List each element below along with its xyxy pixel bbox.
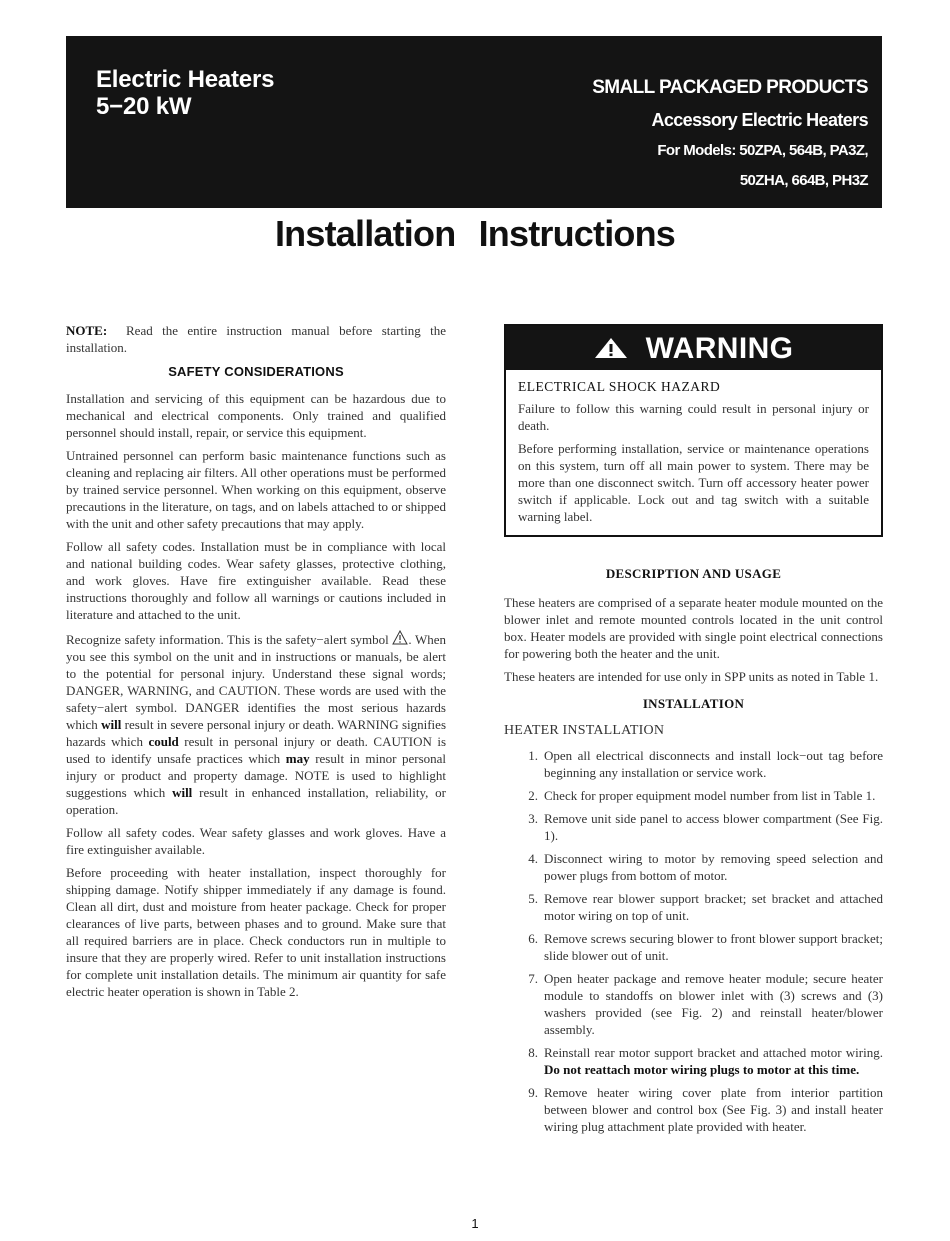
step-text: Disconnect wiring to motor by removing speed selection and power plugs from bottom of motor. (544, 851, 883, 883)
list-item (504, 930, 883, 964)
p4-will-1: will (101, 717, 122, 732)
installation-heading: INSTALLATION (642, 696, 745, 711)
warning-title: WARNING (645, 331, 794, 365)
product-subcategory: Accessory Electric Heaters (651, 110, 868, 130)
p4-could: could (148, 734, 179, 749)
warning-triangle-icon (594, 337, 628, 359)
p4-text-b: . When you see this symbol on the unit and in instructions or manuals, be alert to the potential for personal injury. Understand these signal words; DANGER, WARNING, and CAUTION. These words are used with the safety−alert symbol. DANGER identifies the most serious hazards which (66, 632, 446, 732)
step-number: 4. (528, 851, 538, 866)
p4-may: may (285, 751, 310, 766)
safety-paragraph-2: Untrained personnel can perform basic maintenance functions such as cleaning and replacing air filters. All other operations must be performed by trained service personnel. When working on this equipment, observe precautions in the literature, on tags, and on labels attached to or shipped with the unit and other safety precautions that may apply. (66, 448, 446, 531)
step-text: Remove rear blower support bracket; set bracket and attached motor wiring on top of unit. (544, 891, 883, 923)
page-title: Installation Instructions (274, 213, 676, 254)
models-line1: For Models: 50ZPA, 564B, PA3Z, (657, 142, 868, 159)
product-info (592, 78, 868, 188)
right-column (504, 324, 883, 1141)
list-item (504, 747, 883, 781)
step-number: 5. (528, 891, 538, 906)
step-number: 6. (528, 931, 538, 946)
description-paragraph-2: These heaters are intended for use only in SPP units as noted in Table 1. (504, 669, 879, 684)
step-text: Remove unit side panel to access blower compartment (See Fig. 1). (544, 811, 883, 843)
step-text: Open all electrical disconnects and install lock−out tag before beginning any installation or service work. (544, 748, 883, 780)
note-paragraph (66, 322, 446, 356)
product-category: SMALL PACKAGED PRODUCTS (592, 77, 868, 98)
p4-will-2: will (172, 785, 193, 800)
step-text: Remove heater wiring cover plate from interior partition between blower and control box (See Fig. 3) and install heater wiring plug attachment plate provided with heater. (544, 1085, 883, 1134)
p4-text-c: result in severe personal injury or death. WARNING signifies hazards which (66, 717, 446, 749)
step-8-text: Reinstall rear motor support bracket and attached motor wiring. (544, 1045, 883, 1060)
p4-text-a: Recognize safety information. This is the safety−alert symbol (66, 632, 389, 647)
list-item (504, 890, 883, 924)
step-number: 2. (528, 788, 538, 803)
step-text (544, 1044, 883, 1078)
product-title (96, 66, 274, 120)
step-number: 7. (528, 971, 538, 986)
list-item (504, 787, 883, 804)
step-number: 8. (528, 1045, 538, 1060)
step-number: 3. (528, 811, 538, 826)
description-heading: DESCRIPTION AND USAGE (605, 566, 782, 581)
installation-steps (504, 747, 883, 1135)
list-item (504, 1084, 883, 1135)
safety-paragraph-6: Before proceeding with heater installation, inspect thoroughly for shipping damage. Notify shipper immediately if any damage is found. Clean all dirt, dust and moisture from heater package. Check for proper clearances of live parts, between phases and to ground. Make sure that all required barriers are in place. Check conductors run in multiple to insure that they are properly wired. Refer to unit installation instructions for complete unit installation details. The minimum air quantity for safe electric heater operation is shown in Table 2. (66, 865, 446, 999)
list-item (504, 850, 883, 884)
note-label: NOTE: (66, 323, 108, 338)
safety-alert-icon (392, 630, 408, 645)
step-text: Remove screws securing blower to front blower support bracket; slide blower out of unit. (544, 931, 883, 963)
note-text: Read the entire instruction manual before starting the installation. (66, 323, 446, 355)
warning-body (506, 370, 881, 525)
left-column (66, 322, 446, 1006)
step-number: 9. (528, 1085, 538, 1100)
header-banner (66, 36, 882, 208)
models-line2: 50ZHA, 664B, PH3Z (739, 172, 868, 189)
p4-text-f: result in enhanced installation, reliability, or operation. (66, 785, 447, 817)
list-item (504, 1044, 883, 1078)
list-item (504, 810, 883, 844)
p4-text-d: result in personal injury or death. CAUTION is used to identify unsafe practices which (66, 734, 447, 766)
product-title-line2: 5−20 kW (96, 93, 192, 120)
warning-paragraph-2: Before performing installation, service or maintenance operations on this system, turn off all main power to system. There may be more than one disconnect switch. Turn off accessory heater power switch if applicable. Lock out and tag switch with a suitable warning label. (518, 441, 869, 524)
product-title-line1: Electric Heaters (96, 66, 275, 93)
safety-paragraph-3: Follow all safety codes. Installation must be in compliance with local and national building codes. Wear safety glasses, protective clothing, and work gloves. Have fire extinguisher available. Read these instructions thoroughly and follow all warnings or cautions included in literature and attached to the unit. (66, 539, 446, 622)
safety-paragraph-5: Follow all safety codes. Wear safety glasses and work gloves. Have a fire extinguisher available. (66, 825, 446, 857)
safety-heading: SAFETY CONSIDERATIONS (168, 364, 344, 379)
warning-header (506, 326, 881, 370)
warning-subtitle: ELECTRICAL SHOCK HAZARD (518, 379, 721, 394)
p4-text-e: result in minor personal injury or product and property damage. NOTE is used to highlight suggestions which (66, 751, 447, 800)
list-item (504, 970, 883, 1038)
page-number: 1 (471, 1216, 479, 1231)
safety-paragraph-1: Installation and servicing of this equipment can be hazardous due to mechanical and electrical components. Only trained and qualified personnel should install, repair, or service this equipment. (66, 391, 446, 440)
step-text: Open heater package and remove heater module; secure heater module to standoffs on blower inlet with (3) screws and (3) washers provided (see Fig. 2) and reinstall heater/blower assembly. (544, 971, 883, 1037)
warning-box (504, 324, 883, 537)
description-paragraph-1: These heaters are comprised of a separate heater module mounted on the blower inlet and remote mounted controls located in the unit control box. Heater models are provided with single point electrical connections for powering both the heater and the unit. (504, 595, 883, 661)
safety-paragraph-4 (66, 630, 446, 818)
step-8-bold-note: Do not reattach motor wiring plugs to motor at this time. (544, 1062, 860, 1077)
step-number: 1. (528, 748, 538, 763)
warning-paragraph-1: Failure to follow this warning could result in personal injury or death. (518, 401, 869, 433)
heater-installation-subheading: HEATER INSTALLATION (504, 723, 665, 738)
step-text: Check for proper equipment model number from list in Table 1. (544, 788, 876, 803)
